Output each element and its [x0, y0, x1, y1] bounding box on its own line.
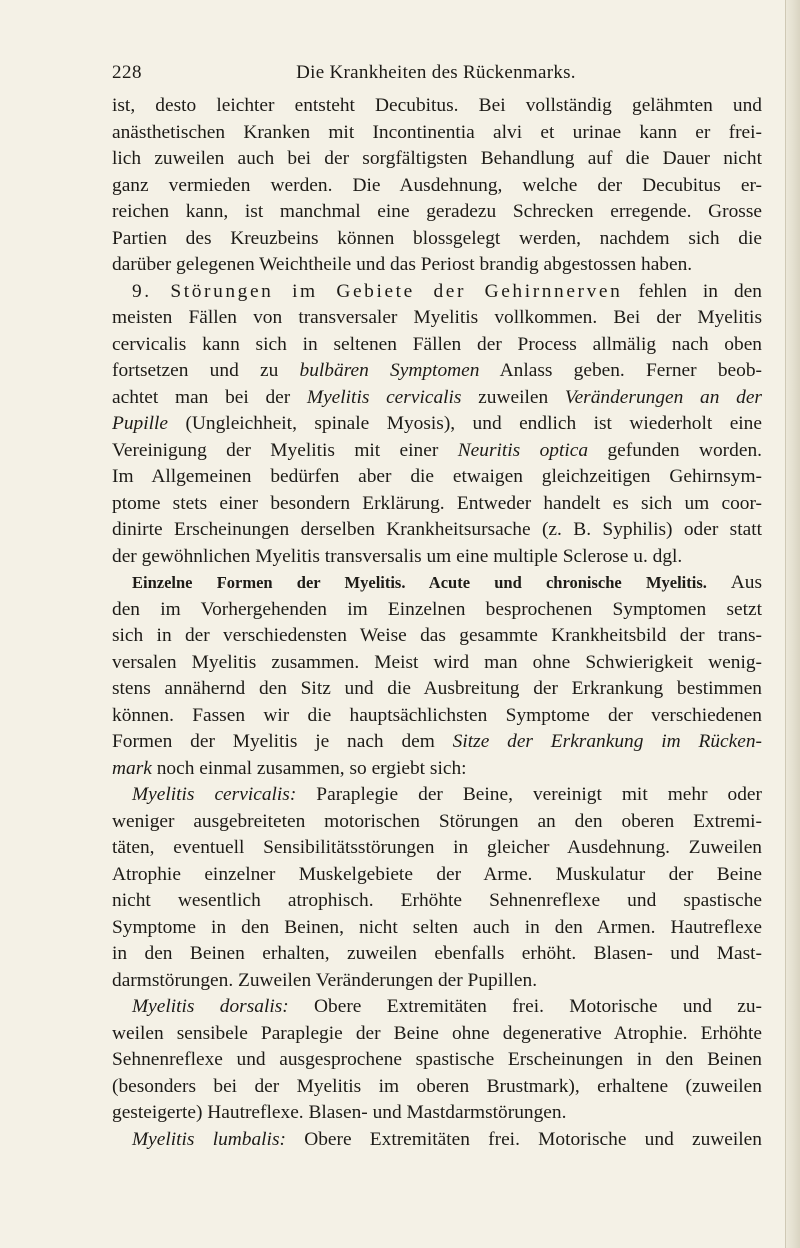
text-line [112, 358, 762, 385]
text-run: Vereinigung der Myelitis mit einer [112, 439, 439, 461]
text-line: Partien des Kreuzbeins können blossgelegt werden, nachdem sich die [112, 227, 762, 249]
text-line [112, 756, 762, 783]
italic-term: Pupille [112, 413, 169, 434]
text-line: versalen Myelitis zusammen. Meist wird man ohne Schwierigkeit wenig- [112, 651, 762, 673]
text-line: ganz vermieden werden. Die Ausdehnung, welche der Decubitus er- [112, 174, 762, 196]
page-number: 228 [112, 62, 142, 83]
text-run: Paraplegie der Beine, vereinigt mit mehr oder [316, 784, 762, 805]
text-line: lich zuweilen auch bei der sorgfältigsten Behandlung auf die Dauer nicht [112, 148, 762, 169]
text-line: darüber gelegenen Weichtheile und das Periost brandig abgestossen haben. [112, 254, 693, 275]
section-heading-formen: Einzelne Formen der Myelitis. Acute und chronische Myelitis. [132, 573, 707, 592]
text-run: (Ungleichheit, spinale Myosis), und endlich ist wiederholt eine [185, 413, 762, 434]
text-line [112, 385, 762, 412]
text-line: der gewöhnlichen Myelitis transversalis um eine multiple Sclerose u. dgl. [112, 545, 683, 567]
text-line [112, 782, 762, 809]
text-line [112, 411, 762, 438]
text-line: den im Vorhergehenden im Einzelnen besprochenen Symptomen setzt [112, 598, 762, 620]
text-line: anästhetischen Kranken mit Incontinentia alvi et urinae kann er frei- [112, 121, 762, 143]
page-edge [785, 0, 800, 1248]
text-line: stens annähernd den Sitz und die Ausbreitung der Erkrankung bestimmen [112, 678, 762, 699]
text-line: weilen sensibele Paraplegie der Beine ohne degenerative Atrophie. Erhöhte [112, 1022, 762, 1044]
section-heading-cervicalis: Myelitis cervicalis: [132, 784, 297, 805]
text-line: cervicalis kann sich in seltenen Fällen der Process allmälig nach oben [112, 333, 762, 355]
text-run: Aus [730, 572, 762, 593]
page-header [112, 62, 760, 90]
text-line: Sehnenreflexe und ausgesprochene spastische Erscheinungen in den Beinen [112, 1049, 762, 1070]
text-run: Anlass geben. Ferner beob- [499, 360, 762, 381]
text-line: nicht wesentlich atrophisch. Erhöhte Sehnenreflexe und spastische [112, 890, 762, 911]
text-line: (besonders bei der Myelitis im oberen Brustmark), erhaltene (zuweilen [112, 1075, 762, 1097]
text-line [112, 1127, 762, 1154]
text-line: meisten Fällen von transversaler Myelitis vollkommen. Bei der Myelitis [112, 307, 762, 328]
italic-term: bulbären Symptomen [299, 360, 480, 381]
italic-term: Neuritis optica [457, 439, 589, 461]
text-line: Atrophie einzelner Muskelgebiete der Arme. Muskulatur der Beine [112, 863, 762, 885]
text-line: reichen kann, ist manchmal eine geradezu Schrecken erregende. Grosse [112, 201, 762, 222]
italic-term: Veränderungen an der [564, 386, 762, 408]
text-run: fortsetzen und zu [112, 360, 279, 381]
text-line [112, 729, 762, 756]
text-line: weniger ausgebreiteten motorischen Störungen an den oberen Extremi- [112, 810, 762, 832]
body-text [112, 93, 762, 1153]
text-line [112, 994, 762, 1021]
running-head: Die Krankheiten des Rückenmarks. [296, 62, 576, 83]
text-run: Obere Extremitäten frei. Motorische und zuweilen [304, 1128, 762, 1150]
italic-term: mark [112, 757, 152, 779]
section-heading-gehirnnerven: 9. Störungen im Gebiete der Gehirnnerven [132, 280, 623, 302]
text-line: Im Allgemeinen bedürfen aber die etwaigen gleichzeitigen Gehirnsym- [112, 466, 762, 487]
text-run: noch einmal zusammen, so ergiebt sich: [156, 757, 467, 779]
text-line: Symptome in den Beinen, nicht selten auch in den Armen. Hautreflexe [112, 916, 762, 938]
text-line: darmstörungen. Zuweilen Veränderungen der Pupillen. [112, 969, 538, 991]
text-run: Obere Extremitäten frei. Motorische und zu- [314, 996, 762, 1017]
text-line: dinirte Erscheinungen derselben Krankheitsursache (z. B. Syphilis) oder statt [112, 519, 762, 540]
text-line [112, 570, 762, 597]
section-heading-dorsalis: Myelitis dorsalis: [132, 996, 289, 1017]
section-heading-lumbalis: Myelitis lumbalis: [132, 1128, 286, 1150]
text-line: täten, eventuell Sensibilitätsstörungen in gleicher Ausdehnung. Zuweilen [112, 837, 762, 858]
text-line [112, 438, 762, 465]
text-run: achtet man bei der [112, 386, 291, 408]
text-run: Formen der Myelitis je nach dem [112, 731, 435, 752]
text-line: ist, desto leichter entsteht Decubitus. Bei vollständig gelähmten und [112, 95, 762, 116]
text-line: ptome stets einer besondern Erklärung. Entweder handelt es sich um coor- [112, 492, 762, 514]
text-line [112, 279, 762, 306]
italic-term: Myelitis cervicalis [306, 386, 462, 408]
text-line: können. Fassen wir die hauptsächlichsten Symptome der verschiedenen [112, 704, 762, 726]
text-run: gefunden worden. [607, 439, 762, 461]
text-run: fehlen in den [638, 280, 762, 302]
italic-term: Sitze der Erkrankung im Rücken- [452, 731, 762, 752]
text-line: in den Beinen erhalten, zuweilen ebenfalls erhöht. Blasen- und Mast- [112, 943, 762, 964]
text-line: gesteigerte) Hautreflexe. Blasen- und Mastdarmstörungen. [112, 1102, 567, 1123]
text-run: zuweilen [478, 386, 549, 408]
text-line: sich in der verschiedensten Weise das gesammte Krankheitsbild der trans- [112, 625, 762, 646]
